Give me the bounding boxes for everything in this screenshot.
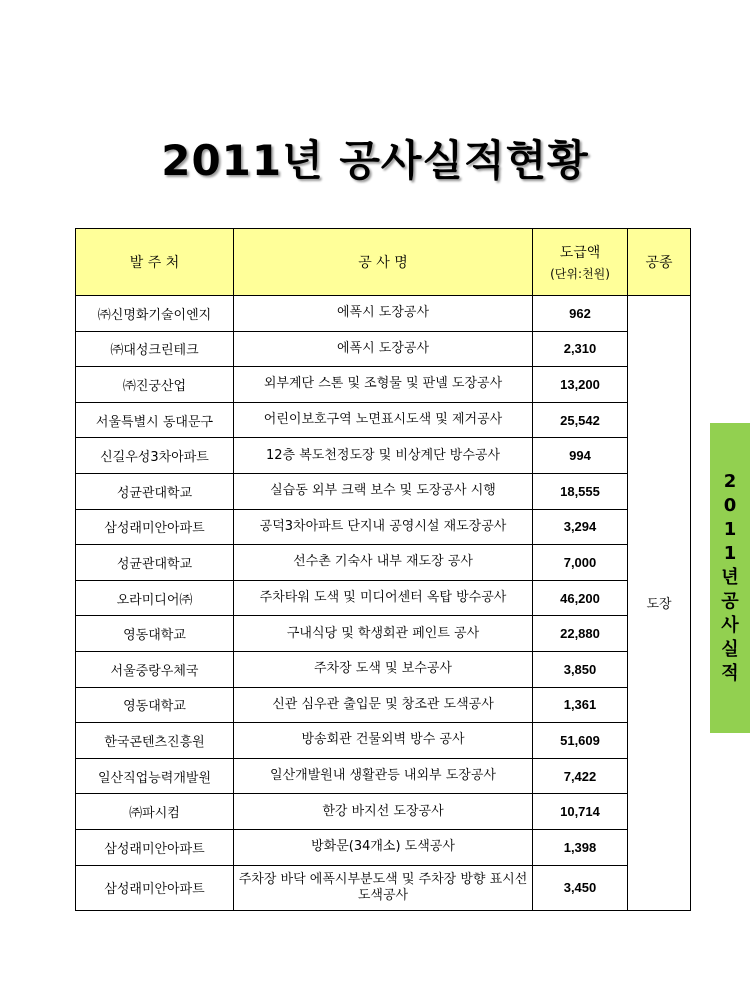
- header-category: 공종: [628, 229, 691, 296]
- amount-cell: 1,398: [533, 829, 628, 865]
- amount-cell: 2,310: [533, 331, 628, 367]
- table-row: [76, 829, 691, 865]
- project-cell: 신관 심우관 출입문 및 창조관 도색공사: [234, 687, 533, 723]
- table-body: [76, 296, 691, 911]
- client-cell: 일산직업능력개발원: [76, 758, 234, 794]
- table-row: [76, 651, 691, 687]
- amount-cell: 22,880: [533, 616, 628, 652]
- client-cell: 영동대학교: [76, 687, 234, 723]
- side-tab-char: 사: [721, 615, 739, 636]
- category-cell: 도장: [628, 296, 691, 911]
- client-cell: ㈜대성크린테크: [76, 331, 234, 367]
- table-row: [76, 296, 691, 332]
- table-row: [76, 794, 691, 830]
- table-row: [76, 687, 691, 723]
- client-cell: 삼성래미안아파트: [76, 865, 234, 910]
- performance-table: [75, 228, 691, 911]
- table-row: [76, 723, 691, 759]
- project-cell: 방송회관 건물외벽 방수 공사: [234, 723, 533, 759]
- amount-cell: 25,542: [533, 402, 628, 438]
- client-cell: 신길우성3차아파트: [76, 438, 234, 474]
- project-cell: 공덕3차아파트 단지내 공영시설 재도장공사: [234, 509, 533, 545]
- project-cell: 주차장 도색 및 보수공사: [234, 651, 533, 687]
- amount-cell: 7,000: [533, 545, 628, 581]
- amount-cell: 46,200: [533, 580, 628, 616]
- amount-cell: 18,555: [533, 473, 628, 509]
- table-row: [76, 545, 691, 581]
- side-tab-char: 1: [723, 543, 737, 564]
- header-project: 공 사 명: [234, 229, 533, 296]
- client-cell: 한국콘텐츠진흥원: [76, 723, 234, 759]
- project-cell: 선수촌 기숙사 내부 재도장 공사: [234, 545, 533, 581]
- amount-cell: 3,450: [533, 865, 628, 910]
- table-row: [76, 402, 691, 438]
- client-cell: 서울특별시 동대문구: [76, 402, 234, 438]
- header-client: 발 주 처: [76, 229, 234, 296]
- project-cell: 에폭시 도장공사: [234, 331, 533, 367]
- client-cell: 삼성래미안아파트: [76, 509, 234, 545]
- side-year-tab: [710, 423, 750, 733]
- header-amount-unit: (단위:천원): [550, 267, 610, 281]
- amount-cell: 51,609: [533, 723, 628, 759]
- project-cell: 12층 복도천정도장 및 비상계단 방수공사: [234, 438, 533, 474]
- table-row: [76, 758, 691, 794]
- table-row: [76, 865, 691, 910]
- client-cell: 삼성래미안아파트: [76, 829, 234, 865]
- project-cell: 일산개발원내 생활관등 내외부 도장공사: [234, 758, 533, 794]
- page-title: 2011년 공사실적현황: [161, 136, 589, 185]
- side-tab-char: 0: [723, 495, 737, 516]
- client-cell: 성균관대학교: [76, 473, 234, 509]
- client-cell: ㈜신명화기술이엔지: [76, 296, 234, 332]
- project-cell: 구내식당 및 학생회관 페인트 공사: [234, 616, 533, 652]
- side-tab-char: 2: [723, 471, 737, 492]
- amount-cell: 7,422: [533, 758, 628, 794]
- project-cell: 주차장 바닥 에폭시부분도색 및 주차장 방향 표시선 도색공사: [234, 865, 533, 910]
- amount-cell: 994: [533, 438, 628, 474]
- side-tab-char: 실: [721, 639, 739, 660]
- project-cell: 방화문(34개소) 도색공사: [234, 829, 533, 865]
- header-amount-label: 도급액: [559, 245, 601, 261]
- side-tab-char: 공: [721, 591, 739, 612]
- table-row: [76, 331, 691, 367]
- table-row: [76, 367, 691, 403]
- table-row: [76, 438, 691, 474]
- table-row: [76, 509, 691, 545]
- project-cell: 어린이보호구역 노면표시도색 및 제거공사: [234, 402, 533, 438]
- side-tab-char: 년: [721, 567, 739, 588]
- amount-cell: 13,200: [533, 367, 628, 403]
- client-cell: 오라미디어㈜: [76, 580, 234, 616]
- client-cell: ㈜진궁산업: [76, 367, 234, 403]
- side-tab-char: 1: [723, 519, 737, 540]
- side-tab-char: 적: [721, 663, 739, 684]
- project-cell: 실습동 외부 크랙 보수 및 도장공사 시행: [234, 473, 533, 509]
- client-cell: 서울중랑우체국: [76, 651, 234, 687]
- amount-cell: 3,850: [533, 651, 628, 687]
- table-header-row: [76, 229, 691, 296]
- project-cell: 한강 바지선 도장공사: [234, 794, 533, 830]
- table-row: [76, 616, 691, 652]
- client-cell: 성균관대학교: [76, 545, 234, 581]
- table-row: [76, 580, 691, 616]
- amount-cell: 3,294: [533, 509, 628, 545]
- client-cell: ㈜파시컴: [76, 794, 234, 830]
- table-row: [76, 473, 691, 509]
- header-amount: [533, 229, 628, 296]
- amount-cell: 962: [533, 296, 628, 332]
- amount-cell: 1,361: [533, 687, 628, 723]
- amount-cell: 10,714: [533, 794, 628, 830]
- project-cell: 외부계단 스톤 및 조형물 및 판넬 도장공사: [234, 367, 533, 403]
- client-cell: 영동대학교: [76, 616, 234, 652]
- project-cell: 에폭시 도장공사: [234, 296, 533, 332]
- project-cell: 주차타워 도색 및 미디어센터 옥탑 방수공사: [234, 580, 533, 616]
